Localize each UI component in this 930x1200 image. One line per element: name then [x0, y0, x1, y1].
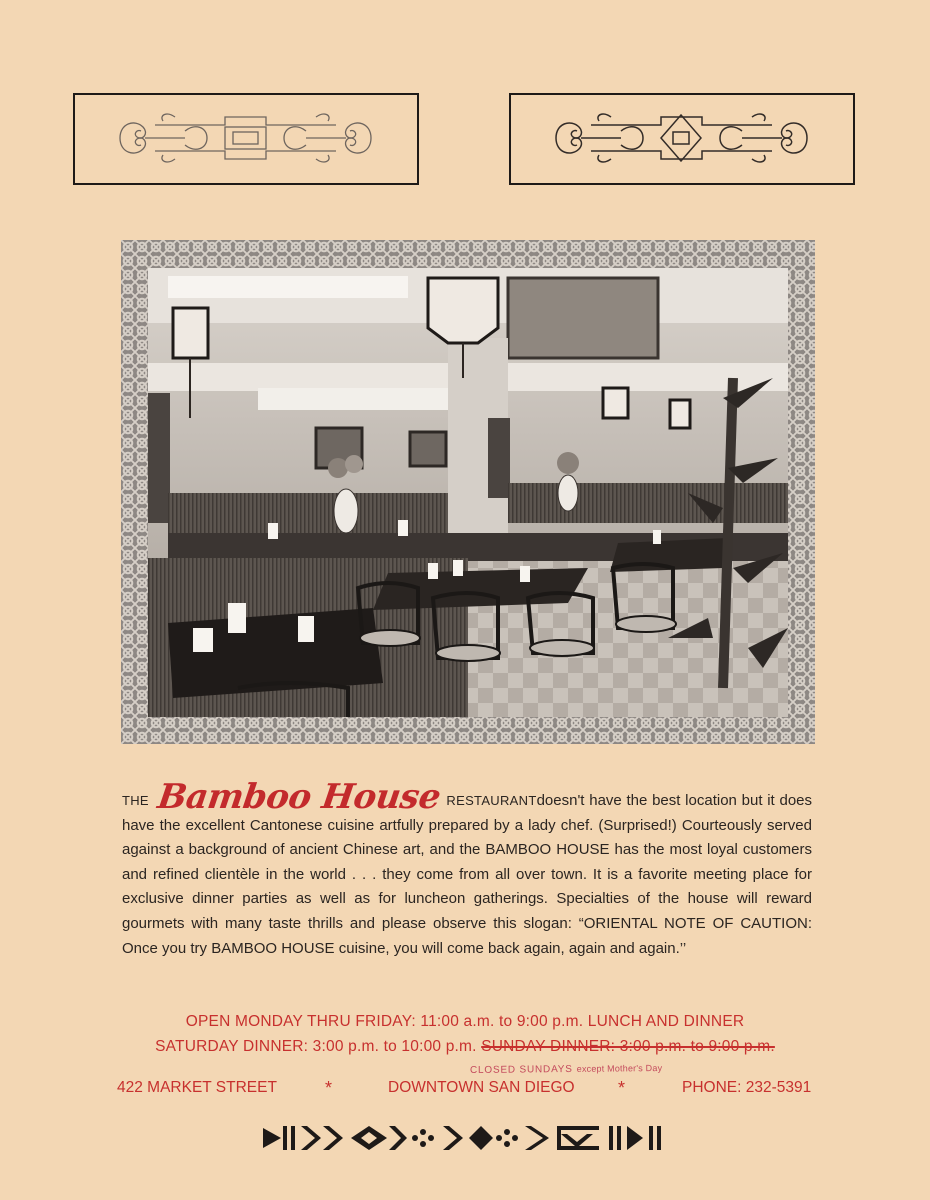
phone-number: PHONE: 232-5391 [682, 1079, 812, 1096]
sunday-hours-struck: SUNDAY DINNER: 3:00 p.m. to 9:00 p.m. [481, 1038, 775, 1055]
dining-room-image [148, 268, 788, 717]
weekend-hours [0, 1038, 930, 1056]
lattice-ornament-icon [511, 95, 852, 182]
description-body: doesn't have the best location but it does have the excellent Cantonese cuisine artfully prepared by a lady chef. (Surprised!) Courteously served against a background of ancient Chinese art, and the BAMBOO HOUSE has the most loyal customers and refined clientèle in the world . . . they come from all over town. It is a favorite meeting place for exclusive dinner parties as well as for luncheon gatherings. Specialties of the house will reward gourmets with many taste thrills and please observe this slogan: “ORIENTAL NOTE OF CAUTION: Once you try BAMBOO HOUSE cuisine, you will come back again, again and again.’’ [122, 792, 812, 957]
lattice-ornament-icon [75, 95, 416, 182]
closed-note: CLOSED SUNDAYS [469, 1063, 573, 1077]
weekday-hours: OPEN MONDAY THRU FRIDAY: 11:00 a.m. to 9:00 p.m. LUNCH AND DINNER [185, 1013, 745, 1030]
description-suffix: RESTAURANT [446, 793, 537, 808]
closed-sundays-stamp [470, 1063, 662, 1076]
district-name: DOWNTOWN SAN DIEGO [388, 1079, 575, 1096]
closed-exception: except Mother's Day [576, 1062, 663, 1074]
star-separator: * [325, 1078, 333, 1098]
woven-band-ornament-icon [263, 1122, 671, 1154]
street-address: 422 MARKET STREET [117, 1079, 277, 1096]
star-separator: * [618, 1078, 626, 1098]
description-prefix: THE [122, 793, 149, 808]
restaurant-photo [148, 268, 788, 717]
saturday-hours: SATURDAY DINNER: 3:00 p.m. to 10:00 p.m. [155, 1038, 477, 1055]
ornament-panel-left [73, 93, 419, 185]
restaurant-description [122, 777, 812, 961]
bamboo-house-logo: Bamboo House [154, 777, 443, 817]
ornament-panel-right [509, 93, 855, 185]
